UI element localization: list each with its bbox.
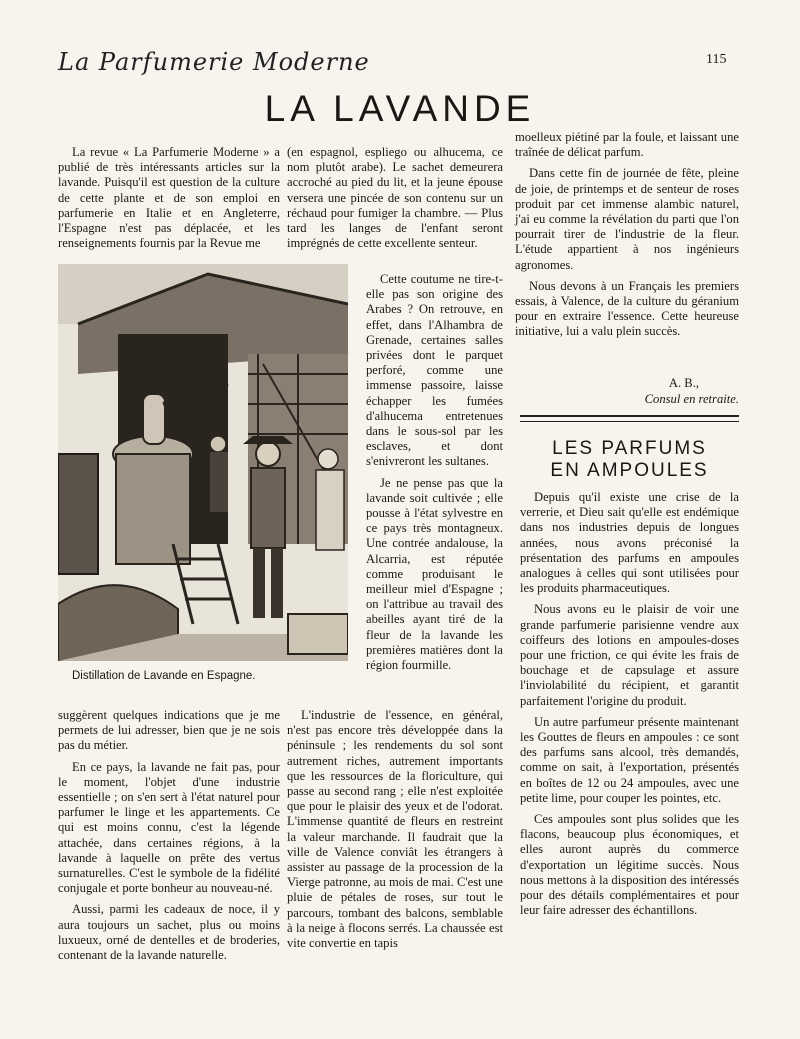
column-2-bottom [287, 708, 503, 957]
paragraph: En ce pays, la lavande ne fait pas, pour le moment, l'objet d'une industrie essentielle ; on s'en sert à l'état naturel pour parfumer le linge et les appartements. Ce qui est moins connu, c'est la légende attachée, dans certaines régions, à la lavande à laquelle on prête des vertus surnaturelles. C'est le symbole de la fidélité conjugale et porte bonheur au nouveau-né. [58, 759, 280, 896]
signature-title: Consul en retraite. [644, 392, 739, 406]
paragraph: moelleux piétiné par la foule, et laissant une traînée de délicat parfum. [515, 130, 739, 160]
column-2-top [287, 145, 503, 257]
paragraph: Je ne pense pas que la lavande soit cultivée ; elle pousse à l'état sylvestre en ce pays très montagneux. Une contrée andalouse, la Alcarria, est réputée comme produisant le meilleur miel d'Espagne ; on l'attribue au travail des abeilles ayant tiré de la fleur de la lavande les premières matières dont la région fourmille. [366, 475, 503, 673]
page-number: 115 [706, 52, 727, 67]
signature [515, 375, 739, 407]
section-divider [520, 415, 739, 417]
article2-body [520, 490, 739, 924]
section-divider [520, 421, 739, 422]
paragraph: Aussi, parmi les cadeaux de noce, il y aura toujours un sachet, plus ou moins luxueux, orné de dentelles et de broderies, contenant de la lavande naturelle. [58, 902, 280, 963]
paragraph: Un autre parfumeur présente maintenant les Gouttes de fleurs en ampoules : ce sont des parfums sans alcool, très demandés, comme on sait, à l'exportation, présentés en boîtes de 12 ou 24 ampoules, avec une petite lime, pour couper les pointes, etc. [520, 714, 739, 805]
article-title: LA LAVANDE [264, 88, 536, 129]
paragraph: La revue « La Parfumerie Moderne » a publié de très intéressants articles sur la lavande. Puisqu'il est question de la culture de cette plante et de son emploi en parfumerie en Italie et en Angleterre, l'Espagne n'est pas déplacée, et les renseignements fournis par la Revue me [58, 145, 280, 251]
paragraph: (en espagnol, espliego ou alhucema, ce nom plutôt arabe). Le sachet demeurera accroché au pied du lit, et la jeune épouse versera une pincée de son contenu sur un réchaud pour fumiger la chambre. — Plus tard les langes de l'enfant seront imprégnés de cette excellente senteur. [287, 145, 503, 251]
article2-title-line2: EN AMPOULES [550, 460, 709, 481]
column-3-top [515, 130, 739, 346]
masthead: La Parfumerie Moderne [58, 48, 370, 76]
paragraph: suggèrent quelques indications que je me permets de lui adresser, bien que je ne sois pas du métier. [58, 708, 280, 753]
article2-title-line1: LES PARFUMS [552, 438, 707, 459]
paragraph: Depuis qu'il existe une crise de la verrerie, et Dieu sait qu'elle est endémique dans nos industries depuis de longues années, nous avons préconisé la présentation des parfums en ampoules analogues à celles qui sont utilisées pour les produits pharmaceutiques. [520, 490, 739, 596]
paragraph: Dans cette fin de journée de fête, pleine de joie, de printemps et de senteur de roses produit par cet immense alambic naturel, j'ai eu comme la révélation du parti que l'on pourrait tirer de l'industrie de la fleur. L'étude appartient à nos ingénieurs agronomes. [515, 166, 739, 272]
paragraph: Ces ampoules sont plus solides que les flacons, beaucoup plus économiques, et elles auront auprès du commerce d'exportation un légitime succès. Nous nous mettons à la disposition des intéressés pour des détails complémentaires et pour leur faire adresser des échantillons. [520, 812, 739, 918]
column-1-top [58, 145, 280, 257]
column-2-narrow [366, 272, 503, 679]
paragraph: Nous devons à un Français les premiers essais, à Valence, de la culture du géranium pour en extraire l'essence. Cette heureuse initiative, lui a valu plein succès. [515, 278, 739, 339]
signature-initials: A. B., [668, 376, 699, 390]
column-1-bottom [58, 708, 280, 969]
paragraph: Cette coutume ne tire-t-elle pas son origine des Arabes ? On retrouve, en effet, dans l'Alhambra de Grenade, certaines salles privées dont le parquet perforé, comme une immense passoire, laisse échapper les fumées d'alhucema entretenues dans le sous-sol par les esclaves, et dont s'enivreront les sultanes. [366, 272, 503, 469]
distillation-illustration [58, 264, 348, 661]
paragraph: L'industrie de l'essence, en général, n'est pas encore très développée dans la péninsule ; les rendements du sol sont autrement riches, autrement importants que les ressources de la floriculture, qui passe au second rang ; elle n'est exploitée que pour le plaisir des yeux et de l'odorat. L'immense quantité de fleurs en restreint la valeur marchande. Il faudrait que la ville de Valence conviât les étrangers à assister au passage de la procession de la Vierge patronne, au mois de mai. C'est une pluie de pétales de roses, sur tout le parcours, tombant des balcons, semblable à la neige à flocons serrés. La chaussée est vite convertie en tapis [287, 708, 503, 951]
paragraph: Nous avons eu le plaisir de voir une grande parfumerie parisienne vendre aux coiffeurs des lotions en ampoules-doses pour une friction, ce qui évite les frais de bouchage et de capsulage et assure l'inviolabilité du récipient, et garantit parfaitement l'origine du produit. [520, 602, 739, 708]
figure-caption: Distillation de Lavande en Espagne. [72, 670, 256, 682]
